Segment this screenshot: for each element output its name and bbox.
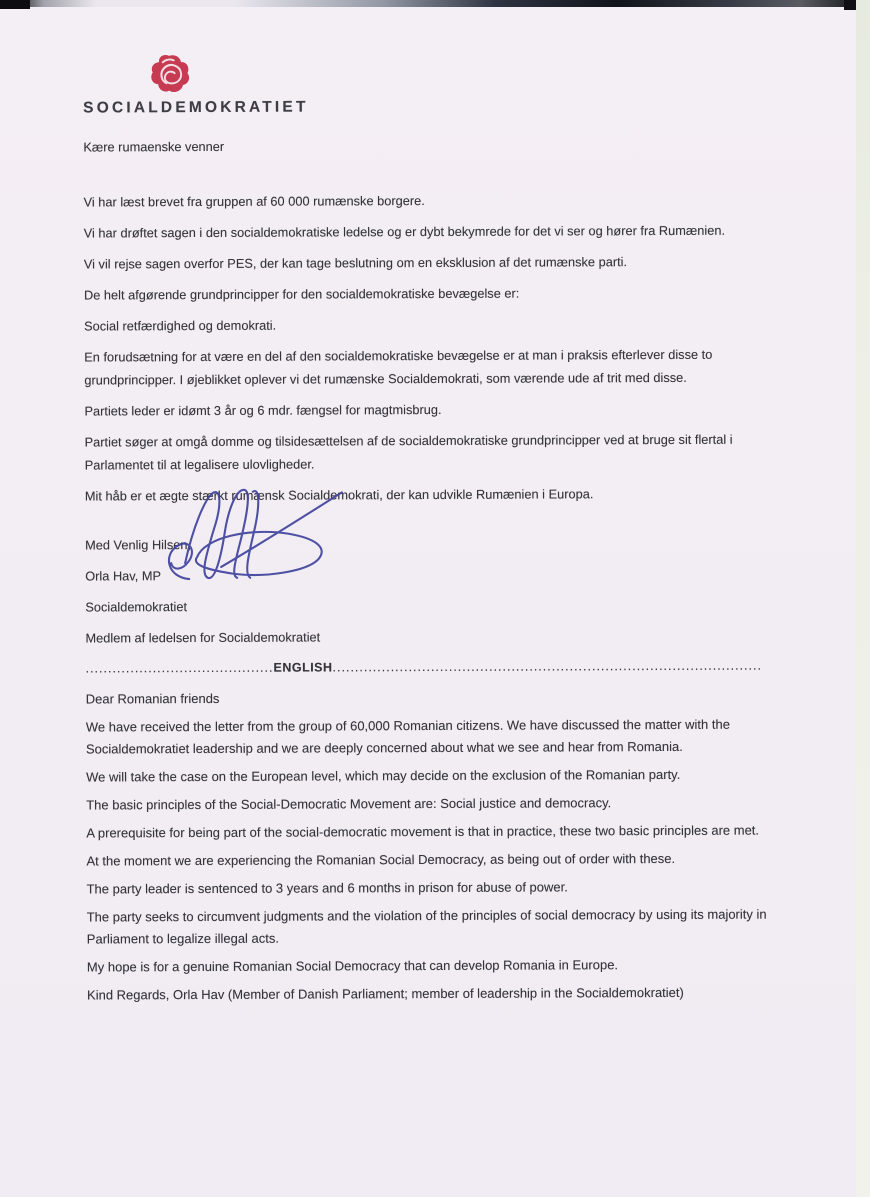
signoff-closing: Med Venlig Hilsen, <box>85 537 192 553</box>
english-paragraph: At the moment we are experiencing the Romanian Social Democracy, as being out of order with these. <box>86 850 676 869</box>
brand-wordmark: SOCIALDEMOKRATIET <box>83 98 309 117</box>
scan-artifact-right-strip <box>856 0 870 1197</box>
english-paragraph: The party leader is sentenced to 3 years and 6 months in prison for abuse of power. <box>86 879 568 897</box>
scan-artifact-corner-left <box>0 0 30 9</box>
danish-paragraph: En forudsætning for at være en del af den socialdemokratiske bevægelse er at man i praksis efterlever disse to grundprincipper. I øjeblikket oplever vi det rumænske Socialdemokrati, som værende ude af trit med disse. <box>84 346 713 388</box>
signoff-block <box>85 530 775 649</box>
letter-content <box>83 50 777 1012</box>
danish-paragraph: De helt afgørende grundprincipper for den socialdemokratiske bevægelse er: <box>83 285 520 303</box>
danish-paragraph: Vi har drøftet sagen i den socialdemokratiske ledelse og er dybt bekymrede for det vi ser og hører fra Rumænien. <box>83 222 726 241</box>
scan-artifact-top-band <box>0 0 870 7</box>
english-paragraph: The party seeks to circumvent judgments and the violation of the principles of social democracy by using its majority in Parliament to legalize illegal acts. <box>86 906 767 947</box>
signoff-role: Medlem af ledelsen for Socialdemokratiet <box>85 629 321 646</box>
party-logo-block <box>83 53 309 118</box>
english-paragraph: We will take the case on the European level, which may decide on the exclusion of the Romanian party. <box>86 766 681 785</box>
english-paragraph: Kind Regards, Orla Hav (Member of Danish Parliament; member of leadership in the Socialdemokratiet) <box>86 984 684 1003</box>
danish-paragraph: Vi vil rejse sagen overfor PES, der kan tage beslutning om en eksklusion af det rumænske parti. <box>83 254 628 272</box>
signoff-party: Socialdemokratiet <box>85 599 188 615</box>
danish-section <box>84 187 775 507</box>
greeting-danish: Kære rumaenske venner <box>83 138 225 155</box>
english-paragraph: We have received the letter from the group of 60,000 Romanian citizens. We have discussed the matter with the Socialdemokratiet leadership and we are deeply concerned about what we see and hear from Romania. <box>85 716 730 757</box>
signoff-name: Orla Hav, MP <box>85 568 162 584</box>
danish-paragraph: Vi har læst brevet fra gruppen af 60 000 rumænske borgere. <box>83 193 425 210</box>
english-section <box>86 713 777 1006</box>
rose-icon <box>150 53 192 95</box>
english-paragraph: The basic principles of the Social-Democratic Movement are: Social justice and democracy. <box>86 795 612 813</box>
danish-paragraph: Mit håb er et ægte stærkt rumænsk Socialdemokrati, der kan udvikle Rumænien i Europa. <box>84 486 594 504</box>
divider-dots-right: ................................................................................................ <box>332 658 762 675</box>
english-paragraph: My hope is for a genuine Romanian Social Democracy that can develop Romania in Europe. <box>86 957 619 975</box>
danish-paragraph: Social retfærdighed og demokrati. <box>84 317 277 334</box>
english-paragraph: A prerequisite for being part of the social-democratic movement is that in practice, these two basic principles are met. <box>86 822 760 841</box>
divider-label: ENGLISH <box>273 660 333 675</box>
danish-paragraph: Partiets leder er idømt 3 år og 6 mdr. fængsel for magtmisbrug. <box>84 401 442 419</box>
danish-paragraph: Partiet søger at omgå domme og tilsidesættelsen af de socialdemokratiske grundprincipper ved at bruge sit flertal i Parlamentet til at legalisere ulovligheder. <box>84 431 733 473</box>
section-divider <box>86 654 776 680</box>
divider-dots-left: .......................................... <box>85 660 274 676</box>
greeting-english: Dear Romanian friends <box>85 690 220 707</box>
